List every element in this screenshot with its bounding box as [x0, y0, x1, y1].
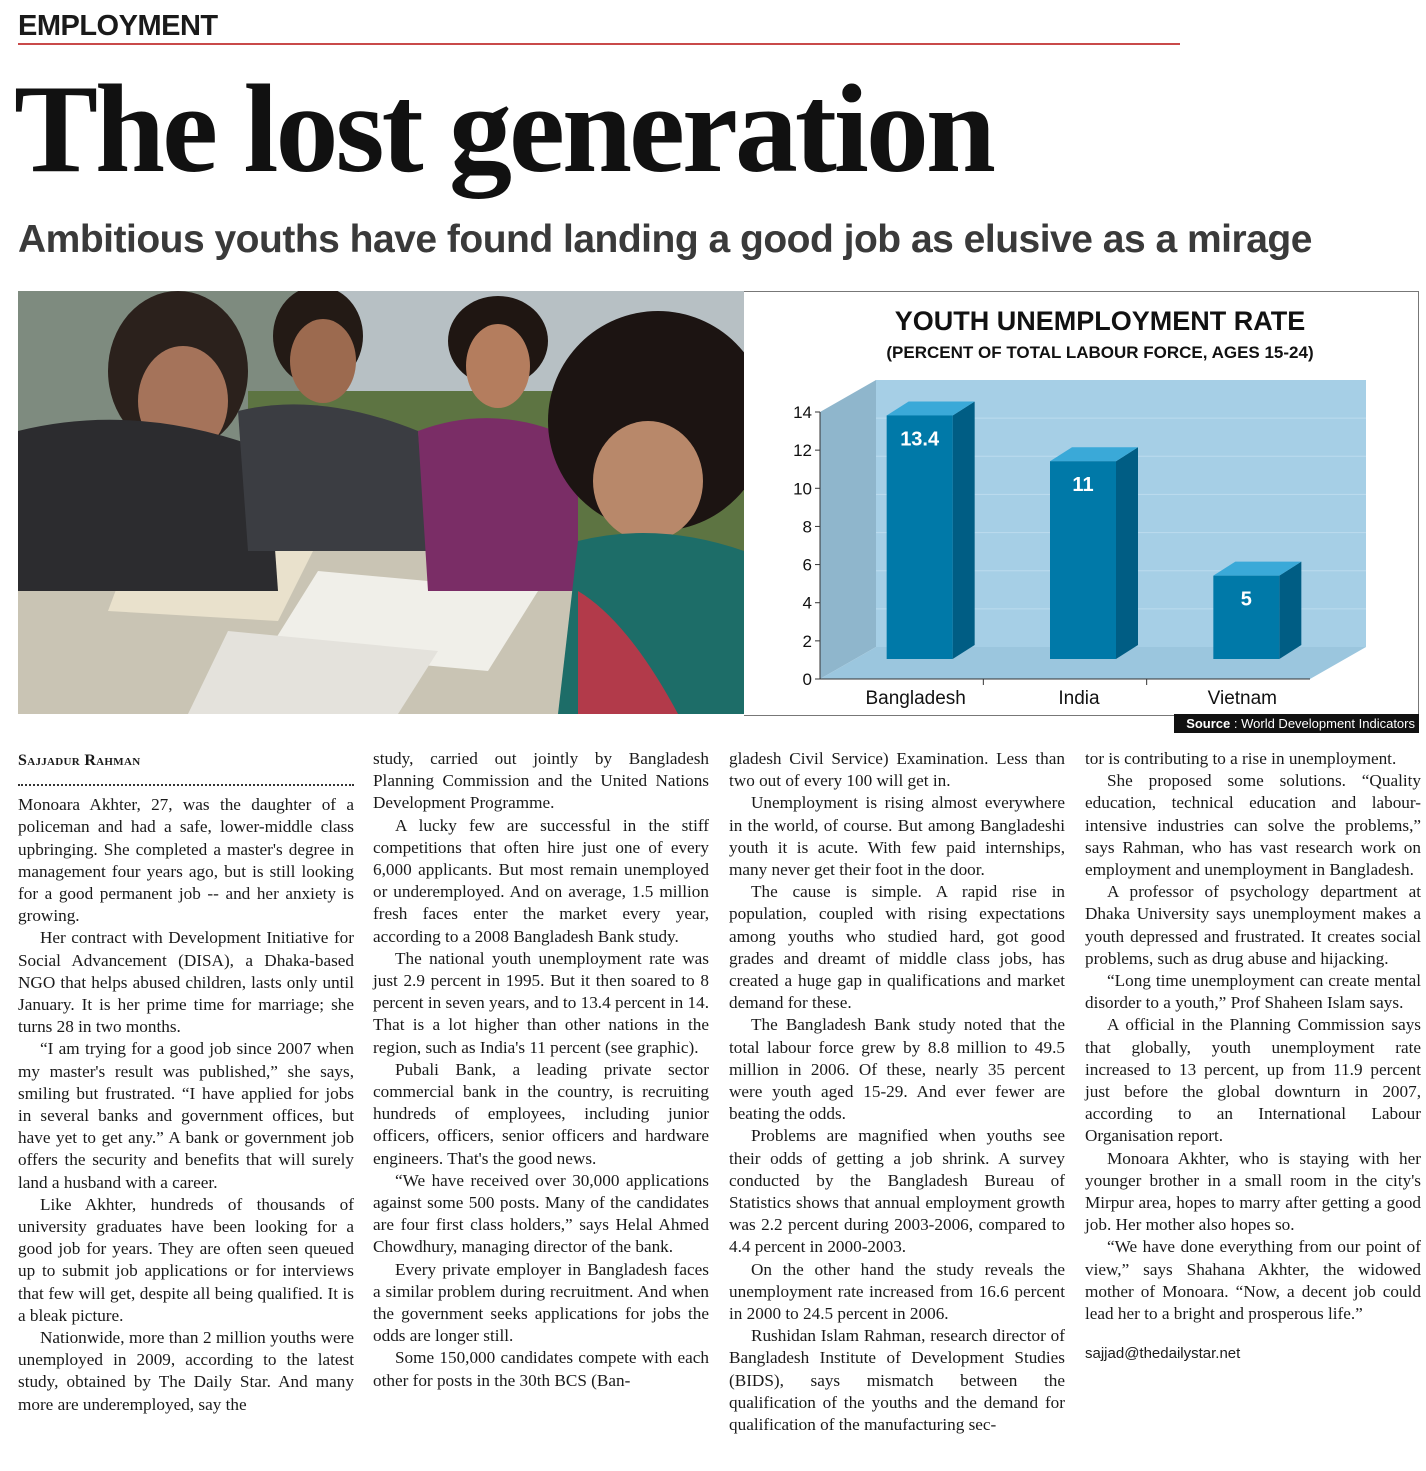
bar-value-label: 13.4: [900, 428, 940, 451]
section-rule: [18, 43, 1180, 45]
paragraph: A professor of psychology department at Dhaka University says unemployment makes a youth depressed and frustrated. It creates social problems, such as drug abuse and hijacking.: [1085, 882, 1421, 968]
bar-side: [1279, 562, 1301, 659]
paragraph: “We have done everything from our point of view,” says Shahana Akhter, the widowed mother of Monoara. “Now, a decent job could lead her to a bright and prosperous life.”: [1085, 1237, 1421, 1324]
paragraph: tor is contributing to a rise in unemployment.: [1085, 749, 1397, 768]
paragraph: A lucky few are successful in the stiff competitions that often hire just one of every 6,000 applicants. But most remain unemployed or underemployed. And on average, 1.5 million fresh faces enter the market every year, according to a 2008 Bangladesh Bank study.: [373, 815, 709, 946]
x-tick-label: Vietnam: [1207, 688, 1278, 709]
x-axis: [865, 679, 1277, 709]
paragraph: Some 150,000 candidates compete with each other for posts in the 30th BCS (Ban-: [373, 1348, 709, 1390]
x-tick-label: India: [1058, 688, 1100, 709]
source-label: Source: [1186, 716, 1231, 731]
bar-value-label: 11: [1072, 474, 1094, 497]
paragraph: She proposed some solutions. “Quality education, technical education and labour-intensive industries can solve the problems,” says Rahman, who has vast research work on employment and unemployment in Bangladesh.: [1085, 771, 1421, 880]
bar-front: [887, 415, 953, 659]
y-tick-label: 0: [802, 670, 812, 689]
chart-svg: [744, 292, 1418, 715]
paragraph: Monoara Akhter, 27, was the daughter of a policeman and had a safe, lower-middle class upbringing. She completed a master's degree in management four years ago, but is still looking for a good permanent job -- and her anxiety is growing.: [18, 795, 354, 926]
bar-chart: [744, 291, 1419, 716]
paragraph: “I am trying for a good job since 2007 when my master's result was published,” she says, smiling but frustrated. “I have applied for jobs in several banks and government offices, but have yet to get any.” A bank or government job offers the security and benefits that will surely land a husband with a career.: [18, 1039, 354, 1192]
news-photo: [18, 291, 744, 714]
author-email[interactable]: sajjad@thedailystar.net: [1085, 1345, 1241, 1363]
section-label: EMPLOYMENT: [18, 10, 218, 42]
paragraph: gladesh Civil Service) Examination. Less than two out of every 100 will get in.: [729, 749, 1065, 791]
paragraph: Monoara Akhter, who is staying with her younger brother in a small room in the city's Mirpur area, hopes to marry after getting a good job. Her mother also hopes so.: [1085, 1148, 1421, 1235]
paragraph: “Long time unemployment can create mental disorder to a youth,” Prof Shaheen Islam says.: [1085, 971, 1421, 1013]
paragraph: On the other hand the study reveals the unemployment rate increased from 16.6 percent in 2000 to 24.5 percent in 2006.: [729, 1259, 1065, 1324]
y-tick-label: 8: [802, 517, 812, 537]
chart-source: [1174, 714, 1419, 733]
bar-side: [1116, 447, 1138, 659]
y-tick-label: 14: [793, 403, 812, 422]
paragraph: The Bangladesh Bank study noted that the total labour force grew by 8.8 million to 49.5 million in 2006. Of these, nearly 35 percent were youth aged 15-29. And ever fewer are beating the odds.: [729, 1015, 1065, 1124]
bar-vietnam: [1213, 562, 1301, 659]
headline: The lost generation: [14, 60, 993, 199]
paragraph: Nationwide, more than 2 million youths were unemployed in 2009, according to the latest study, obtained by The Daily Star. And many more are underemployed, say the: [18, 1328, 354, 1414]
bar-side: [953, 401, 975, 659]
paragraph: Every private employer in Bangladesh faces a similar problem during recruitment. And when the government seeks applications for jobs the odds are longer still.: [373, 1259, 709, 1346]
y-tick-label: 10: [793, 479, 812, 499]
article-column-4: [1085, 748, 1421, 1365]
bar-value-label: 5: [1240, 588, 1252, 611]
photo-illustration: [18, 291, 744, 714]
article-column-1: [18, 748, 354, 1416]
chart-side-wall: [820, 380, 876, 679]
chart-subtitle: (PERCENT OF TOTAL LABOUR FORCE, AGES 15-24): [886, 343, 1314, 362]
paragraph: Unemployment is rising almost everywhere in the world, of course. But among Bangladeshi youth it is acute. With few paid internships, many never get their foot in the door.: [729, 793, 1065, 880]
paragraph: Problems are magnified when youths see their odds of getting a job shrink. A survey conducted by the Bangladesh Bureau of Statistics shows that annual employment growth was 2.2 percent during 2003-2006, compared to 4.4 percent in 2000-2003.: [729, 1126, 1065, 1257]
paragraph: A official in the Planning Commission says that globally, youth unemployment rate increased to 13 percent, up from 11.9 percent just before the global downturn in 2007, according to an International Labour Organisation report.: [1085, 1015, 1421, 1146]
x-tick-label: Bangladesh: [865, 688, 966, 709]
paragraph: “We have received over 30,000 applications against some 500 posts. Many of the candidates are four first class holders,” says Helal Ahmed Chowdhury, managing director of the bank.: [373, 1170, 709, 1257]
paragraph: The national youth unemployment rate was just 2.9 percent in 1995. But it then soared to 8 percent in seven years, and to 13.4 percent in 14. That is a lot higher than other nations in the region, such as India's 11 percent (see graphic).: [373, 948, 709, 1057]
paragraph: Her contract with Development Initiative for Social Advancement (DISA), a Dhaka-based NGO that helps abused children, lasts only until January. It is her prime time for marriage; she turns 28 in two months.: [18, 928, 354, 1037]
paragraph: Pubali Bank, a leading private sector commercial bank in the country, is recruiting hundreds of employees, including junior officers, officers, senior officers and hardware engineers. That's the good news.: [373, 1059, 709, 1168]
y-tick-label: 12: [793, 441, 812, 461]
article-column-3: [729, 748, 1065, 1436]
paragraph: Like Akhter, hundreds of thousands of university graduates have been looking for a good job for years. They are often seen queued up to submit job applications or for interviews that few will get, despite all being qualified. It is a bleak picture.: [18, 1194, 354, 1325]
bar-bangladesh: [887, 401, 975, 659]
paragraph: The cause is simple. A rapid rise in population, coupled with rising expectations among youths who studied hard, got good grades and dreamt of middle class jobs, has created a huge gap in qualifications and market demand for these.: [729, 882, 1065, 1013]
chart-title: YOUTH UNEMPLOYMENT RATE: [894, 306, 1306, 336]
paragraph: Rushidan Islam Rahman, research director of Bangladesh Institute of Development Studies (BIDS), says mismatch between the qualification of the youths and the demand for qualification of the manufacturing sec-: [729, 1326, 1065, 1435]
byline: Sajjadur Rahman: [18, 750, 354, 786]
source-text: : World Development Indicators: [1230, 716, 1415, 731]
y-tick-label: 6: [802, 555, 812, 575]
subheadline: Ambitious youths have found landing a good job as elusive as a mirage: [18, 218, 1312, 261]
bar-india: [1050, 447, 1138, 659]
article-column-2: [373, 748, 709, 1392]
paragraph: study, carried out jointly by Bangladesh Planning Commission and the United Nations Development Programme.: [373, 749, 709, 813]
y-tick-label: 4: [802, 593, 812, 613]
y-tick-label: 2: [802, 631, 812, 651]
